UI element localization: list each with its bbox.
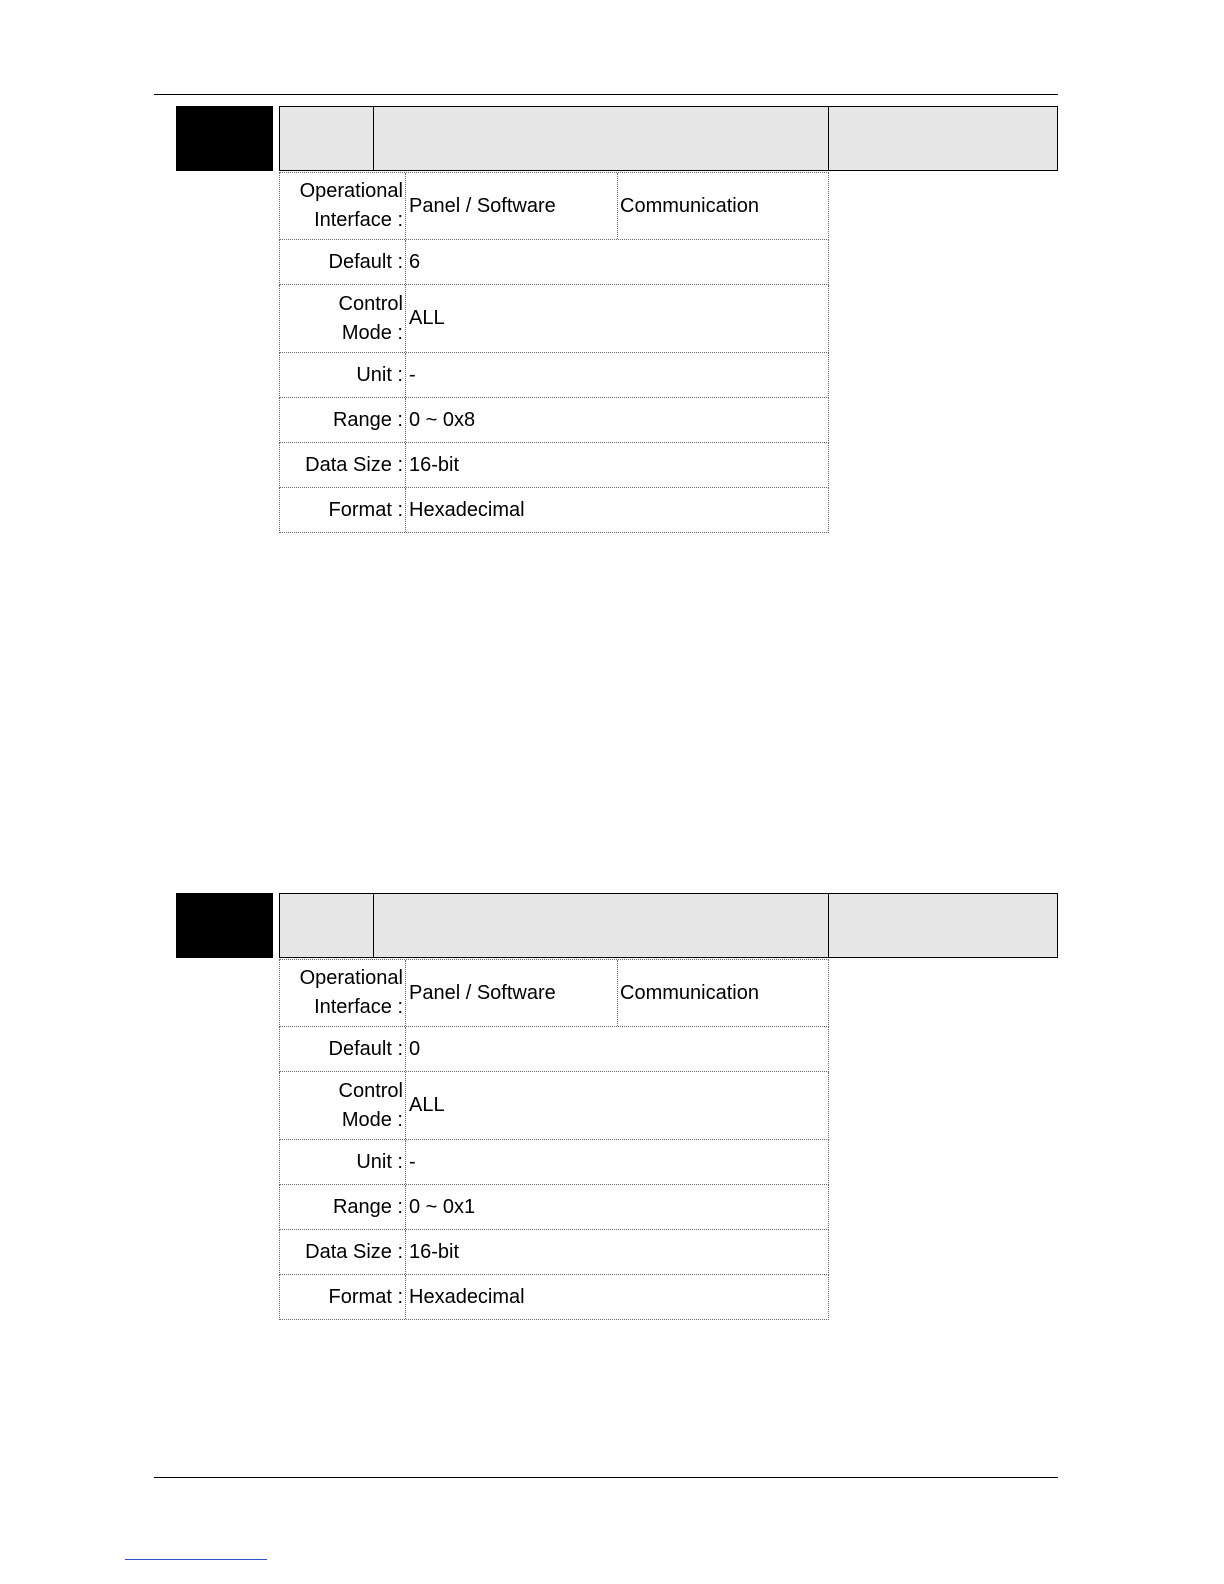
control-mode-label-line-1: Control (338, 292, 403, 315)
table-row-range (279, 398, 829, 443)
data-size-value: 16-bit (409, 453, 460, 476)
range-value: 0 ~ 0x8 (409, 408, 476, 431)
data-size-label: Data Size : (280, 443, 406, 487)
parameter-code-tab (176, 106, 273, 171)
table-row-interface (279, 959, 829, 1027)
interface-label-line-2: Interface : (314, 996, 403, 1018)
table-row-default (279, 240, 829, 285)
format-value: Hexadecimal (409, 1285, 525, 1308)
table-row-format (279, 1275, 829, 1320)
default-value: 0 (409, 1037, 421, 1060)
control-mode-label (280, 1072, 406, 1139)
control-mode-label (280, 285, 406, 352)
parameter-info-table (279, 172, 829, 533)
range-label: Range : (280, 1185, 406, 1229)
control-mode-label-line-2: Mode : (341, 1108, 403, 1131)
unit-label: Unit : (280, 1140, 406, 1184)
parameter-info-table (279, 959, 829, 1320)
parameter-block-1 (0, 106, 1224, 546)
interface-label-line-1: Operational (299, 967, 403, 989)
data-size-label: Data Size : (280, 1230, 406, 1274)
interface-label (280, 960, 406, 1026)
interface-label-line-1: Operational (299, 180, 403, 202)
parameter-code-tab (176, 893, 273, 958)
parameter-block-2 (0, 893, 1224, 1333)
table-row-data-size (279, 1230, 829, 1275)
table-row-control-mode (279, 1072, 829, 1140)
interface-label-line-2: Interface : (314, 209, 403, 231)
parameter-header-bar (279, 106, 1058, 171)
table-row-control-mode (279, 285, 829, 353)
unit-value: - (409, 363, 416, 386)
table-row-default (279, 1027, 829, 1072)
interface-value-panel: Panel / Software (409, 194, 556, 217)
table-row-unit (279, 1140, 829, 1185)
table-row-unit (279, 353, 829, 398)
format-value: Hexadecimal (409, 498, 525, 521)
default-label: Default : (280, 240, 406, 284)
interface-value-communication: Communication (620, 981, 759, 1004)
table-row-data-size (279, 443, 829, 488)
interface-value-panel: Panel / Software (409, 981, 556, 1004)
control-mode-label-line-2: Mode : (341, 321, 403, 344)
unit-value: - (409, 1150, 416, 1173)
unit-label: Unit : (280, 353, 406, 397)
header-divider (828, 107, 829, 170)
header-divider (373, 894, 374, 957)
table-row-range (279, 1185, 829, 1230)
header-divider (828, 894, 829, 957)
format-label: Format : (280, 1275, 406, 1319)
header-divider (373, 107, 374, 170)
range-label: Range : (280, 398, 406, 442)
data-size-value: 16-bit (409, 1240, 460, 1263)
footer-link-underline (125, 1559, 267, 1560)
table-row-format (279, 488, 829, 533)
header-rule (154, 94, 1058, 95)
control-mode-value: ALL (409, 307, 445, 329)
default-label: Default : (280, 1027, 406, 1071)
format-label: Format : (280, 488, 406, 532)
control-mode-label-line-1: Control (338, 1079, 403, 1102)
table-row-interface (279, 172, 829, 240)
range-value: 0 ~ 0x1 (409, 1195, 476, 1218)
default-value: 6 (409, 250, 421, 273)
interface-label (280, 173, 406, 239)
interface-value-communication: Communication (620, 194, 759, 217)
control-mode-value: ALL (409, 1094, 445, 1116)
parameter-header-bar (279, 893, 1058, 958)
footer-rule (154, 1477, 1058, 1478)
